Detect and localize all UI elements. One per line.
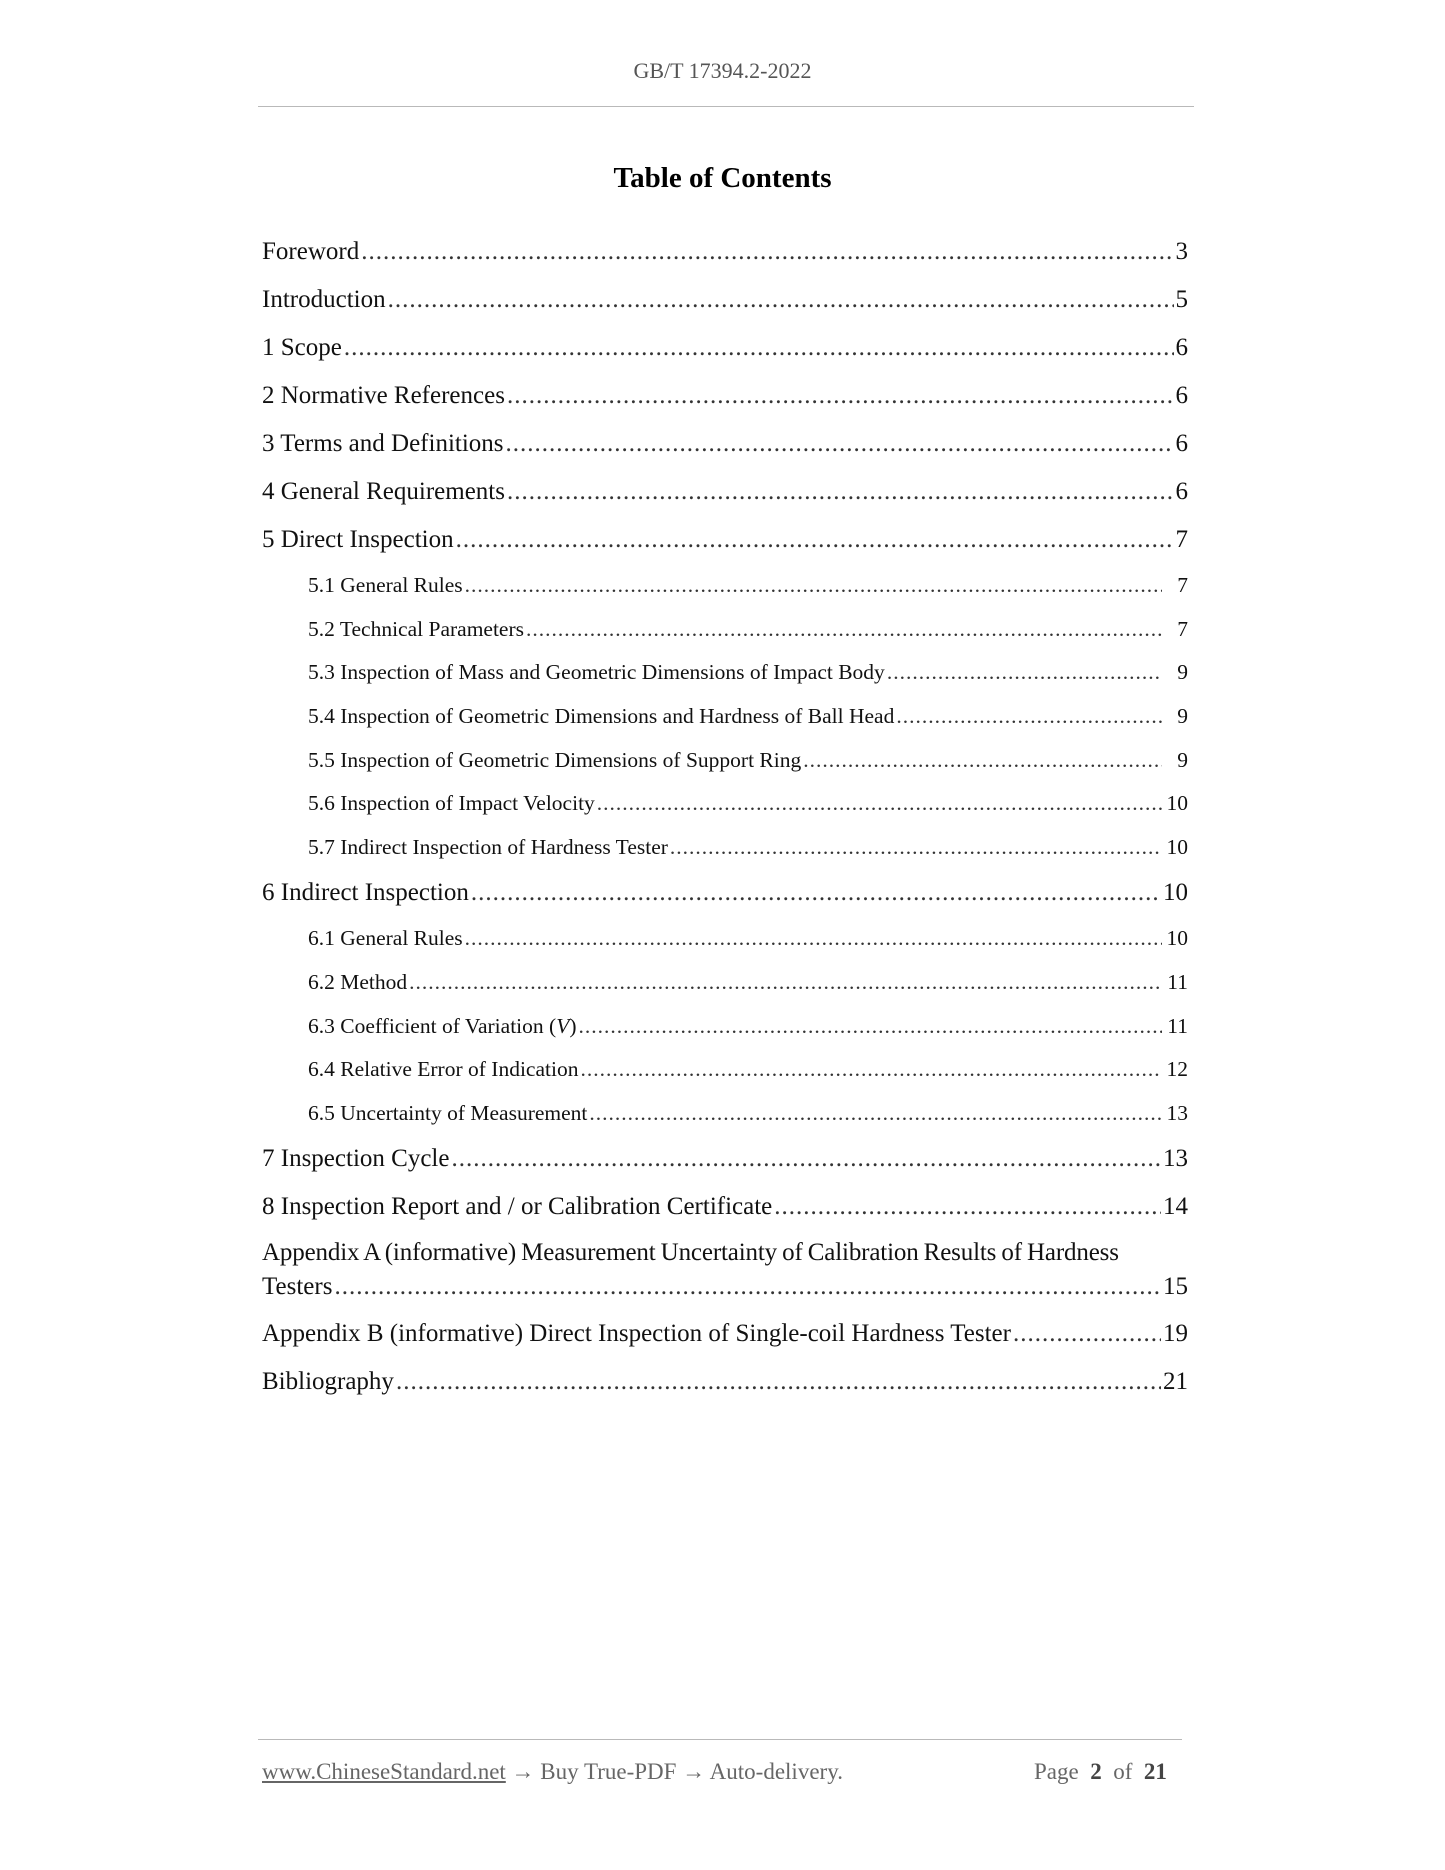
toc-leader-dots xyxy=(580,1057,1162,1082)
website-link[interactable]: www.ChineseStandard.net xyxy=(262,1759,506,1784)
toc-entry-label: 5 Direct Inspection xyxy=(262,526,454,553)
toc-entry-page: 12 xyxy=(1166,1057,1188,1082)
toc-leader-dots xyxy=(1013,1320,1161,1348)
footer-divider xyxy=(258,1739,1182,1740)
toc-entry-terms-definitions[interactable] xyxy=(262,420,1188,468)
toc-leader-dots xyxy=(344,334,1174,362)
toc-label-suffix: ) xyxy=(569,1013,577,1038)
toc-leader-dots xyxy=(396,1368,1161,1396)
toc-entry-page: 9 xyxy=(1177,704,1188,729)
toc-entry-label: 5.5 Inspection of Geometric Dimensions of Support Ring xyxy=(308,747,802,772)
toc-leader-dots xyxy=(409,970,1162,995)
toc-leader-dots xyxy=(597,791,1162,816)
toc-leader-dots xyxy=(507,382,1174,410)
toc-leader-dots xyxy=(465,573,1162,598)
toc-subentry[interactable] xyxy=(262,782,1188,826)
toc-entry-label: 5.3 Inspection of Mass and Geometric Dimensions of Impact Body xyxy=(308,660,885,685)
toc-leader-dots xyxy=(803,748,1162,773)
toc-entry-label: Foreword xyxy=(262,238,360,265)
toc-entry-label: 6.4 Relative Error of Indication xyxy=(308,1057,579,1082)
footer-promo xyxy=(262,1759,843,1785)
toc-entry-page: 7 xyxy=(1177,616,1188,641)
toc-entry-page: 3 xyxy=(1175,238,1188,265)
toc-entry-general-requirements[interactable] xyxy=(262,468,1188,516)
toc-leader-dots xyxy=(388,286,1174,314)
toc-entry-label: 3 Terms and Definitions xyxy=(262,430,504,457)
toc-entry-label: 6.5 Uncertainty of Measurement xyxy=(308,1100,588,1125)
toc-entry-page: 19 xyxy=(1163,1320,1188,1348)
page-total: 21 xyxy=(1143,1759,1167,1784)
toc-subentry[interactable] xyxy=(262,1048,1188,1092)
toc-entry-page: 11 xyxy=(1167,970,1188,995)
toc-label-prefix: 6.3 Coefficient of Variation ( xyxy=(308,1013,557,1038)
toc-entry-page: 11 xyxy=(1167,1013,1188,1038)
toc-leader-dots xyxy=(526,617,1162,642)
toc-entry-label: Bibliography xyxy=(262,1368,394,1396)
arrow-right-icon: → xyxy=(682,1759,706,1784)
toc-entry-label: 8 Inspection Report and / or Calibration Certificate xyxy=(262,1193,773,1221)
toc-subentry[interactable] xyxy=(262,651,1188,695)
toc-subentry[interactable] xyxy=(262,564,1188,608)
toc-entry-page: 10 xyxy=(1166,791,1188,816)
toc-title: Table of Contents xyxy=(613,162,832,194)
table-of-contents xyxy=(262,228,1188,1406)
toc-entry-appendix-b[interactable] xyxy=(262,1310,1188,1358)
toc-entry-label: 5.7 Indirect Inspection of Hardness Tester xyxy=(308,834,668,859)
toc-entry-inspection-report[interactable] xyxy=(262,1183,1188,1231)
toc-leader-dots xyxy=(579,1014,1163,1039)
toc-entry-introduction[interactable] xyxy=(262,276,1188,324)
toc-entry-label: 2 Normative References xyxy=(262,382,505,409)
toc-entry-label xyxy=(308,1014,577,1039)
toc-entry-label: 5.2 Technical Parameters xyxy=(308,616,524,641)
toc-entry-page: 10 xyxy=(1163,879,1188,907)
toc-entry-page: 15 xyxy=(1163,1273,1188,1301)
toc-entry-label: 6 Indirect Inspection xyxy=(262,879,469,907)
toc-entry-inspection-cycle[interactable] xyxy=(262,1135,1188,1183)
toc-subentry[interactable] xyxy=(262,1092,1188,1136)
toc-leader-dots xyxy=(456,526,1174,554)
toc-entry-page: 7 xyxy=(1177,573,1188,598)
toc-entry-label: 6.2 Method xyxy=(308,970,408,995)
toc-subentry[interactable] xyxy=(262,608,1188,652)
toc-entry-normative-references[interactable] xyxy=(262,372,1188,420)
toc-entry-label: Appendix B (informative) Direct Inspection of Single-coil Hardness Tester xyxy=(262,1320,1011,1348)
toc-entry-label: 7 Inspection Cycle xyxy=(262,1145,450,1173)
toc-entry-page: 10 xyxy=(1166,834,1188,859)
toc-leader-dots xyxy=(361,238,1173,266)
toc-entry-label: Introduction xyxy=(262,286,386,313)
toc-entry-page: 5 xyxy=(1175,286,1188,313)
auto-delivery-text: Auto-delivery. xyxy=(709,1759,843,1784)
toc-entry-label-continued: Testers xyxy=(262,1273,333,1301)
toc-subentry[interactable] xyxy=(262,826,1188,870)
toc-entry-page: 13 xyxy=(1166,1100,1188,1125)
toc-entry-indirect-inspection[interactable] xyxy=(262,869,1188,917)
toc-leader-dots xyxy=(465,926,1162,951)
toc-entry-page: 21 xyxy=(1163,1368,1188,1396)
toc-entry-page: 6 xyxy=(1175,478,1188,505)
toc-subentry[interactable] xyxy=(262,695,1188,739)
toc-entry-label: 4 General Requirements xyxy=(262,478,505,505)
toc-entry-scope[interactable] xyxy=(262,324,1188,372)
page-number xyxy=(1034,1759,1167,1785)
toc-subentry[interactable] xyxy=(262,917,1188,961)
toc-entry-label: 5.6 Inspection of Impact Velocity xyxy=(308,791,595,816)
toc-leader-dots xyxy=(887,660,1162,685)
toc-entry-page: 13 xyxy=(1163,1145,1188,1173)
toc-label-variable: V xyxy=(556,1013,570,1038)
toc-entry-appendix-a[interactable] xyxy=(262,1231,1188,1310)
toc-entry-direct-inspection[interactable] xyxy=(262,516,1188,564)
toc-entry-page: 9 xyxy=(1177,747,1188,772)
toc-leader-dots xyxy=(471,879,1161,907)
toc-entry-label: 1 Scope xyxy=(262,334,342,361)
toc-entry-label: Appendix A (informative) Measurement Uncertainty of Calibration Results of Hardness xyxy=(262,1239,1119,1267)
toc-leader-dots xyxy=(451,1145,1161,1173)
toc-entry-page: 6 xyxy=(1175,430,1188,457)
toc-leader-dots xyxy=(670,835,1162,860)
toc-subentry[interactable] xyxy=(262,961,1188,1005)
toc-entry-page: 9 xyxy=(1177,660,1188,685)
page-word: Page xyxy=(1034,1759,1079,1784)
page-current: 2 xyxy=(1090,1759,1102,1784)
document-header-code: GB/T 17394.2-2022 xyxy=(633,58,812,83)
toc-entry-label: 5.1 General Rules xyxy=(308,573,463,598)
toc-leader-dots xyxy=(506,430,1174,458)
toc-entry-page: 14 xyxy=(1163,1193,1188,1221)
toc-entry-foreword[interactable] xyxy=(262,228,1188,276)
toc-entry-label: 6.1 General Rules xyxy=(308,926,463,951)
toc-entry-label: 5.4 Inspection of Geometric Dimensions and Hardness of Ball Head xyxy=(308,704,895,729)
header-divider xyxy=(258,106,1194,107)
toc-leader-dots xyxy=(896,704,1162,729)
toc-entry-page: 7 xyxy=(1175,526,1188,553)
toc-leader-dots xyxy=(589,1101,1162,1126)
buy-true-pdf-text: Buy True-PDF xyxy=(540,1759,677,1784)
toc-leader-dots xyxy=(334,1270,1161,1304)
toc-leader-dots xyxy=(774,1193,1161,1221)
toc-entry-page: 10 xyxy=(1166,926,1188,951)
toc-subentry[interactable] xyxy=(262,1004,1188,1048)
arrow-right-icon: → xyxy=(511,1759,535,1784)
toc-entry-page: 6 xyxy=(1175,334,1188,361)
toc-subentry[interactable] xyxy=(262,738,1188,782)
of-word: of xyxy=(1113,1759,1133,1784)
toc-entry-bibliography[interactable] xyxy=(262,1358,1188,1406)
toc-entry-page: 6 xyxy=(1175,382,1188,409)
toc-leader-dots xyxy=(507,478,1174,506)
